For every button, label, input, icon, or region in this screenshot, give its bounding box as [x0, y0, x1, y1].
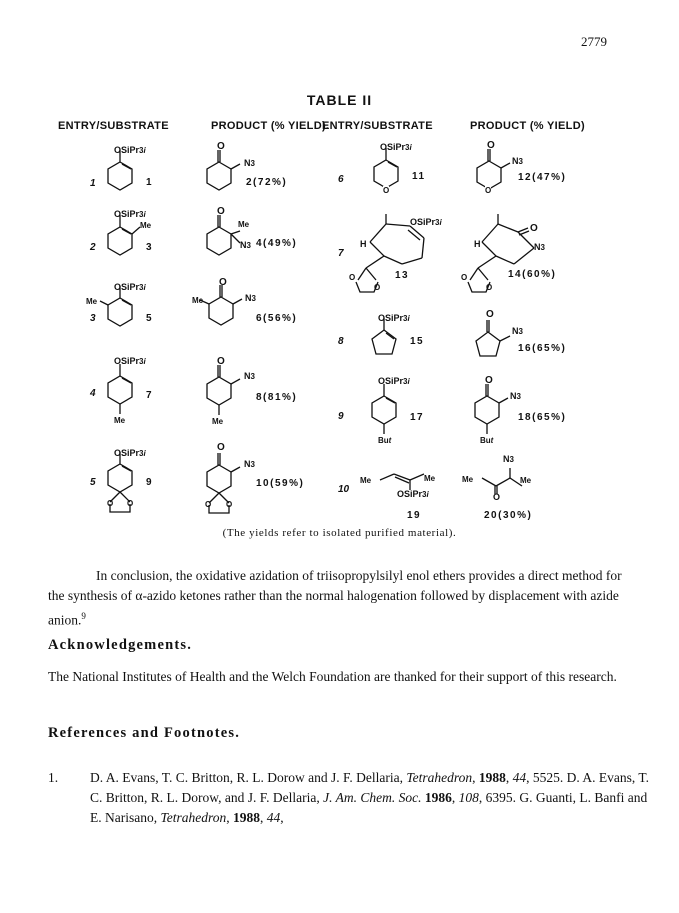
carbonyl-o-label: O	[486, 309, 494, 320]
entry-number-1: 1	[90, 178, 96, 189]
azide-label: N3	[534, 242, 545, 252]
product-4-structure	[198, 205, 258, 265]
entry-number-6: 6	[338, 174, 344, 185]
product-label-16: 16(65%)	[518, 343, 567, 354]
reference-number: 1.	[48, 770, 59, 785]
substrate-label-19: 19	[407, 510, 422, 521]
carbonyl-o-label: O	[493, 492, 501, 502]
substrate-label-17: 17	[410, 412, 425, 423]
ring-oxygen-label: O	[383, 186, 390, 195]
footnote-marker[interactable]: 9	[81, 611, 86, 621]
methyl-label: Me	[360, 476, 372, 485]
silyl-group-label: OSiPr3i	[114, 356, 146, 366]
substrate-label-3: 3	[146, 242, 154, 253]
bridgehead-h-label: H	[360, 239, 367, 249]
substrate-label-13: 13	[395, 270, 410, 281]
silyl-group-label: OSiPr3i	[410, 217, 442, 227]
product-16-structure	[468, 312, 528, 372]
col-header-entry-substrate-right: ENTRY/SUBSTRATE	[322, 120, 433, 132]
product-label-20: 20(30%)	[484, 510, 533, 521]
entry-number-4: 4	[90, 388, 96, 399]
azide-label: N3	[245, 293, 256, 303]
silyl-group-label: OSiPr3i	[378, 376, 410, 386]
methyl-label: Me	[424, 474, 436, 483]
product-18-structure	[466, 374, 526, 446]
references-heading: References and Footnotes.	[48, 725, 241, 741]
silyl-group-label: OSiPr3i	[378, 313, 410, 323]
azide-label: N3	[244, 459, 255, 469]
product-label-12: 12(47%)	[518, 172, 567, 183]
product-label-14: 14(60%)	[508, 269, 557, 280]
reference-text: D. A. Evans, T. C. Britton, R. L. Dorow and J. F. Dellaria, Tetrahedron, 1988, 44, 5525. D. A. Evans, T. C. Britton, R. L. Dorow, and J. F. Dellaria, J. Am. Chem. Soc. 1986, 108, 6395. G. Guanti, L. Banfi and E. Narisano, Tetrahedron, 1988, 44,	[90, 770, 650, 825]
methyl-label: Me	[212, 417, 224, 426]
substrate-label-11: 11	[412, 171, 426, 182]
product-label-6: 6(56%)	[256, 313, 298, 324]
carbonyl-o-label: O	[485, 375, 493, 386]
product-label-2: 2(72%)	[246, 177, 288, 188]
entry-number-2: 2	[90, 242, 96, 253]
entry-number-7: 7	[338, 248, 344, 259]
substrate-label-1: 1	[146, 177, 154, 188]
azide-label: N3	[512, 156, 523, 166]
product-label-4: 4(49%)	[256, 238, 298, 249]
methyl-label: Me	[192, 296, 204, 305]
methyl-label: Me	[462, 475, 474, 484]
entry-number-8: 8	[338, 336, 344, 347]
product-2-structure	[198, 140, 258, 200]
silyl-group-label: OSiPr3i	[114, 282, 146, 292]
product-20-structure	[474, 456, 554, 500]
carbonyl-o-label: O	[217, 206, 225, 217]
product-label-8: 8(81%)	[256, 392, 298, 403]
azide-label: N3	[240, 240, 251, 250]
ketal-o-label: O	[205, 500, 212, 509]
col-header-entry-substrate-left: ENTRY/SUBSTRATE	[58, 120, 169, 132]
col-header-product-left: PRODUCT (% YIELD).	[211, 120, 330, 132]
entry-number-3: 3	[90, 313, 96, 324]
substrate-label-5: 5	[146, 313, 154, 324]
azide-label: N3	[503, 454, 514, 464]
entry-number-10: 10	[338, 484, 350, 495]
azide-label: N3	[244, 158, 255, 168]
azide-label: N3	[510, 391, 521, 401]
carbonyl-o-label: O	[530, 223, 538, 234]
bridgehead-h-label: H	[474, 239, 481, 249]
conclusion-paragraph: In conclusion, the oxidative azidation of triisopropylsilyl enol ethers provides a direct method for the synthesis of α-azido ketones rather than the normal halogenation followed by displacement with azide anion.$^9$	[48, 568, 622, 628]
acknowledgements-heading: Acknowledgements.	[48, 637, 193, 653]
table-title: TABLE II	[306, 92, 373, 108]
silyl-group-label: OSiPr3i	[114, 448, 146, 458]
silyl-group-label: OSiPr3i	[114, 145, 146, 155]
page-number: 2779	[581, 34, 607, 49]
ketal-o-label: O	[127, 499, 134, 508]
reference-list	[48, 768, 650, 825]
ketal-o-label: O	[349, 273, 356, 282]
product-label-10: 10(59%)	[256, 478, 305, 489]
product-8-structure	[198, 355, 258, 425]
tert-butyl-label: But	[378, 436, 392, 445]
product-10-structure	[198, 443, 258, 523]
ring-oxygen-label: O	[485, 186, 492, 195]
entry-number-5: 5	[90, 477, 96, 488]
product-14-structure	[452, 208, 552, 298]
entry-number-9: 9	[338, 411, 344, 422]
azide-label: N3	[512, 326, 523, 336]
product-6-structure	[200, 275, 260, 335]
carbonyl-o-label: O	[217, 442, 225, 453]
azide-label: N3	[244, 371, 255, 381]
tert-butyl-label: But	[480, 436, 494, 445]
product-label-18: 18(65%)	[518, 412, 567, 423]
carbonyl-o-label: O	[487, 140, 495, 151]
methyl-label: Me	[140, 221, 152, 230]
carbonyl-o-label: O	[217, 141, 225, 152]
methyl-label: Me	[238, 220, 250, 229]
silyl-group-label: OSiPr3i	[380, 142, 412, 152]
col-header-product-right: PRODUCT (% YIELD)	[470, 120, 585, 132]
silyl-group-label: OSiPr3i	[397, 489, 429, 499]
ketal-o-label: O	[374, 283, 381, 292]
ketal-o-label: O	[107, 499, 114, 508]
table-caption: (The yields refer to isolated purified material).	[222, 527, 457, 539]
substrate-label-9: 9	[146, 477, 154, 488]
methyl-label: Me	[114, 416, 126, 425]
carbonyl-o-label: O	[217, 356, 225, 367]
substrate-label-15: 15	[410, 336, 425, 347]
carbonyl-o-label: O	[219, 277, 227, 288]
methyl-label: Me	[86, 297, 98, 306]
methyl-label: Me	[520, 476, 532, 485]
acknowledgements-text: The National Institutes of Health and the Welch Foundation are thanked for their support of this research.	[48, 669, 617, 684]
ketal-o-label: O	[226, 500, 233, 509]
reference-item-1	[48, 768, 650, 825]
substrate-label-7: 7	[146, 390, 154, 401]
ketal-o-label: O	[486, 283, 493, 292]
silyl-group-label: OSiPr3i	[114, 209, 146, 219]
ketal-o-label: O	[461, 273, 468, 282]
